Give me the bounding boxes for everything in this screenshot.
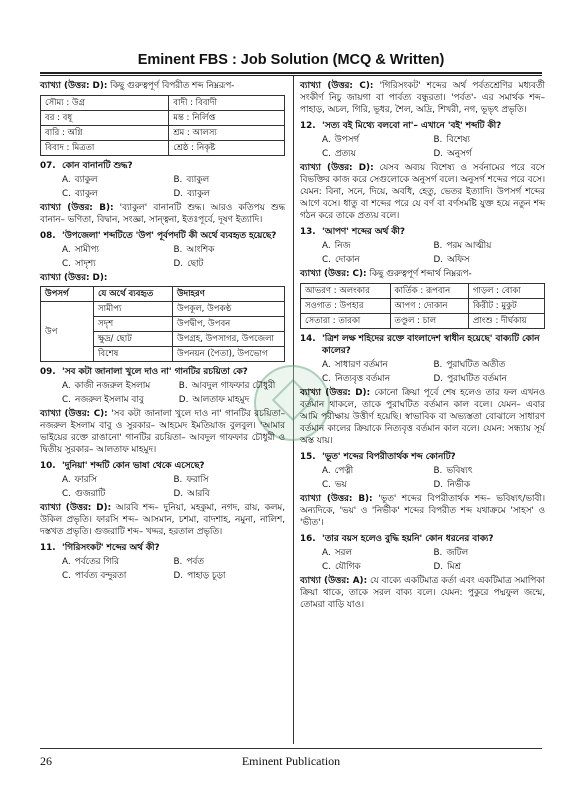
option: A. নিজ — [322, 241, 351, 251]
footer-rule — [40, 748, 542, 749]
header-rule-thick — [40, 72, 542, 74]
table-row: সেতারা : তারকা তণ্ডুল : চাল প্রাংশু : দীর্ঘকায় — [301, 314, 545, 329]
option: C. ব্যাকুল — [62, 189, 98, 199]
table-row: বিবাদ : মিত্রতা শ্রেষ্ঠ : নিকৃষ্ট — [41, 141, 285, 156]
table-row: বর : বধূ মন্ত : নির্লিপ্ত — [41, 111, 285, 126]
word-meaning-table — [300, 283, 545, 329]
option: D. মিশ্র — [433, 562, 461, 572]
option: C. ভয় — [322, 480, 347, 490]
option: D. অফিস — [433, 255, 470, 265]
q9-options — [40, 380, 285, 406]
q11-explanation: ব্যাখ্যা (উত্তর: C): 'গিরিসংকট' শব্দের অর্থ পর্বতশ্রেণির মধ্যবর্তী সংকীর্ণ নিচু জায়গা বা পার্বত্য বন্ধুরতা। 'পর্বত'- এর সমার্থক শব্দ– পাহাড়, অচল, গিরি, ভূধর, শৈল, অদ্রি, শিখরী, নগ, ভূভৃৎ প্রভৃতি। — [300, 81, 545, 115]
question-8: 08. 'উপজেলা' শব্দটিতে 'উপ' পূর্বপদটি কী অর্থে ব্যবহৃত হয়েছে? — [40, 231, 277, 241]
option: A. পেত্নী — [322, 466, 354, 476]
option: C. সাদৃশ্য — [62, 259, 96, 269]
q15-options — [300, 465, 545, 491]
option: D. ছোট — [173, 259, 204, 269]
question-15: 15. 'ভূত' শব্দের বিপরীতার্থক শব্দ কোনটি? — [300, 452, 456, 462]
table-header-row: উপসর্গ যে অর্থে ব্যবহৃত উদাহরণ — [41, 287, 285, 302]
option: B. আংশিক — [173, 245, 215, 255]
question-10: 10. 'দুনিয়া' শব্দটি কোন ভাষা থেকে এসেছে? — [40, 461, 205, 471]
option: B. ফরাসি — [173, 475, 209, 485]
q6-explanation: ব্যাখ্যা (উত্তর: D): কিছু গুরুত্বপূর্ণ বিপরীত শব্দ নিম্নরূপ- — [40, 81, 235, 91]
q8-answer: ব্যাখ্যা (উত্তর: D): — [40, 273, 108, 283]
table-row: বিশেষ উপনয়ন (পৈতা), উপভোগ — [41, 347, 285, 362]
option: A. পর্বতের গিরি — [62, 557, 119, 567]
option: B. বিশেষ্য — [433, 135, 470, 145]
q16-options — [300, 547, 545, 573]
table-row: সদৃশ উপদ্বীপ, উপবন — [41, 317, 285, 332]
question-7: 07. কোন বানানটি শুদ্ধ? — [40, 161, 133, 171]
option: C. নিত্যবৃত্ত বর্তমান — [322, 374, 391, 384]
q14-explanation: ব্যাখ্যা (উত্তর: D): কোনো ক্রিয়া পূর্বে শেষ হলেও তার ফল এখনও বর্তমান থাকলে, তাকে পুরাঘটিত বর্তমান কাল বলে। যেমন– এবার আমি পরীক্ষায় উত্তীর্ণ হয়েছি। স্বাভাবিক বা অভ্যস্ততা বোঝালে সাধারণ বর্তমান কালের ক্রিয়াকে নিত্যবৃত্ত বর্তমান কাল বলে। যেমন: সন্ধ্যায় সূর্য অস্ত যায়। — [300, 388, 546, 446]
option: B. আবদুল গাফফার চৌধুরী — [178, 381, 276, 391]
option: C. যৌগিক — [322, 562, 361, 572]
question-11: 11. 'গিরিসংকট' শব্দের অর্থ কী? — [40, 543, 160, 553]
page-number: 26 — [40, 754, 52, 768]
q16-explanation: ব্যাখ্যা (উত্তর: A): যে বাক্যে একটিমাত্র কর্তা এবং একটিমাত্র সমাপিকা ক্রিয়া থাকে, তাকে সরল বাক্য বলে। যেমন: পুকুরে পদ্মফুল জন্মে, তোমরা বাড়ি যাও। — [300, 576, 545, 610]
option: D. অনুসর্গ — [433, 149, 472, 159]
q8-options — [40, 244, 285, 270]
option: D. পাহাড় চূড়া — [173, 571, 226, 581]
question-16: 16. 'তার বয়স হলেও বুদ্ধি হয়নি' কোন ধরনের বাক্য? — [300, 534, 494, 544]
option: A. ব্যাকুল — [62, 175, 98, 185]
left-column — [40, 79, 285, 584]
option: A. উপসর্গ — [322, 135, 360, 145]
option: C. নজরুল ইসলাম বাবু — [62, 395, 144, 405]
option: B. ব্যাকুল — [173, 175, 210, 185]
option: C. প্রত্যয় — [322, 149, 356, 159]
q9-explanation: ব্যাখ্যা (উত্তর: C): 'সব কটা জানালা খুলে দাও না' গানটির রচয়িতা– নজরুল ইসলাম বাবু ও সুরকার– আহমেদ ইমতিয়াজ বুলবুল। 'আমার ভাইয়ের রক্তে রাঙানো' গানটির রচয়িতা– আবদুল গাফফার চৌধুরী ও দ্বিতীয় সুরকার– আলতাফ মাহমুদ। — [40, 409, 285, 455]
option: C. পার্বত্য বন্দুরতা — [62, 571, 127, 581]
table-row: উপ সামীপ্য উপকূল, উপকণ্ঠ — [41, 302, 285, 317]
table-row: বারি : অগ্নি শ্রম : আলস্য — [41, 126, 285, 141]
option: A. সরল — [322, 548, 352, 558]
option: D. নির্ভীক — [433, 480, 471, 490]
q11-options — [40, 556, 285, 582]
option: B. ভবিষ্যৎ — [433, 466, 473, 476]
option: A. সামীপ্য — [62, 245, 99, 255]
publisher-name: Eminent Publication — [241, 754, 341, 768]
option: A. সাধারণ বর্তমান — [322, 360, 388, 370]
q12-options — [300, 134, 545, 160]
table-row: সওগাত : উপহার আপণ : দোকান কিরীট : মুকুট — [301, 299, 545, 314]
option: B. পর্বত — [173, 557, 204, 567]
right-column — [300, 79, 545, 614]
q7-options — [40, 174, 285, 200]
question-12: 12. 'সত্য বই মিথ্যে বলবো না'– এখানে 'বই' শব্দটি কী? — [300, 121, 502, 131]
page-header-title: Eminent FBS : Job Solution (MCQ & Written) — [137, 52, 445, 68]
question-9: 09. 'সব কটা জানালা খুলে দাও না' গানটির রচয়িতা কে? — [40, 367, 248, 377]
q7-explanation: ব্যাখ্যা (উত্তর: B): 'ব্যাকুল' বানানটি শুদ্ধ। আরও কতিপয় শুদ্ধ বানান– ভণিতা, বিদ্বান, সংজ্ঞা, সান্ত্বনা, ইতঃপূর্বে, দূষণ ইত্যাদি। — [40, 203, 285, 225]
option: A. কাজী নজরুল ইসলাম — [62, 381, 151, 391]
q15-explanation: ব্যাখ্যা (উত্তর: B): 'ভূত' শব্দের বিপরীতার্থক শব্দ– ভবিষ্যৎ/ভাবী। অন্যদিকে, 'ভয়' ও 'নির্ভীক' শব্দের বিপরীত শব্দ যথাক্রমে 'সাহস' ও 'ভীত'। — [300, 494, 545, 528]
q10-options — [40, 474, 285, 500]
q13-options — [300, 240, 545, 266]
option: C. গুজরাটি — [62, 489, 106, 499]
table-row: আভরণ : অলংকার কার্তিক : রূপবান গাড়ল : বোকা — [301, 284, 545, 299]
question-13: 13. 'আপণ' শব্দের অর্থ কী? — [300, 227, 405, 237]
option: A. ফারসি — [62, 475, 97, 485]
option: D. ব্যাকুল — [173, 189, 210, 199]
option: D. আলতাফ মাহমুদ — [178, 395, 250, 405]
prefix-table — [40, 286, 285, 362]
header-rule-thin — [40, 75, 542, 76]
option: D. পুরাঘটিত বর্তমান — [433, 374, 507, 384]
option: B. জটিল — [433, 548, 469, 558]
option: D. আরবি — [173, 489, 210, 499]
q12-explanation: ব্যাখ্যা (উত্তর: D): যেসব অব্যয় বিশেষ্য ও সর্বনামের পরে বসে বিভক্তির কাজ করে সেগুলোকে অনুসর্গ বলে। অনুসর্গ শব্দের পরে বসে। যেমন: বিনা, সনে, দিয়ে, অবধি, হেতু, ভেতর ইত্যাদি। উপসর্গ শব্দের আগে বসে। ধাতু বা শব্দের পরে যে বর্ণ বা বর্ণসমষ্টি যুক্ত হয়ে নতুন শব্দ গঠন করে তাকে প্রত্যয় বলে। — [300, 163, 545, 221]
table-row: ক্ষুদ্র/ ছোট উপগ্রহ, উপসাগর, উপজেলা — [41, 332, 285, 347]
q10-explanation: ব্যাখ্যা (উত্তর: D): আরবি শব্দ– দুনিয়া, মহকুমা, নগদ, রায়, কলম, উকিল প্রভৃতি। ফারসি শব্দ– আসমান, চশমা, বাদশাহ, নমুনা, নালিশ, দস্তখত প্রভৃতি। গুজরাটি শব্দ– খদ্দর, হরতাল প্রভৃতি। — [40, 503, 285, 537]
table-row: সৌম্য : উগ্র বাদী : বিবাদী — [41, 96, 285, 111]
q13-explanation: ব্যাখ্যা (উত্তর: C): কিছু গুরুত্বপূর্ণ শব্দার্থ নিম্নরূপ- — [300, 269, 472, 279]
antonym-table — [40, 95, 285, 156]
option: B. পরম আত্মীয় — [433, 241, 492, 251]
question-14: 14. 'ত্রিশ লক্ষ শহিদের রক্তে বাংলাদেশ স্বাধীন হয়েছে' বাক্যটি কোন কালের? — [300, 334, 540, 356]
option: C. দোকান — [322, 255, 360, 265]
q14-options — [300, 359, 545, 385]
option: B. পুরাঘটিত অতীত — [433, 360, 506, 370]
